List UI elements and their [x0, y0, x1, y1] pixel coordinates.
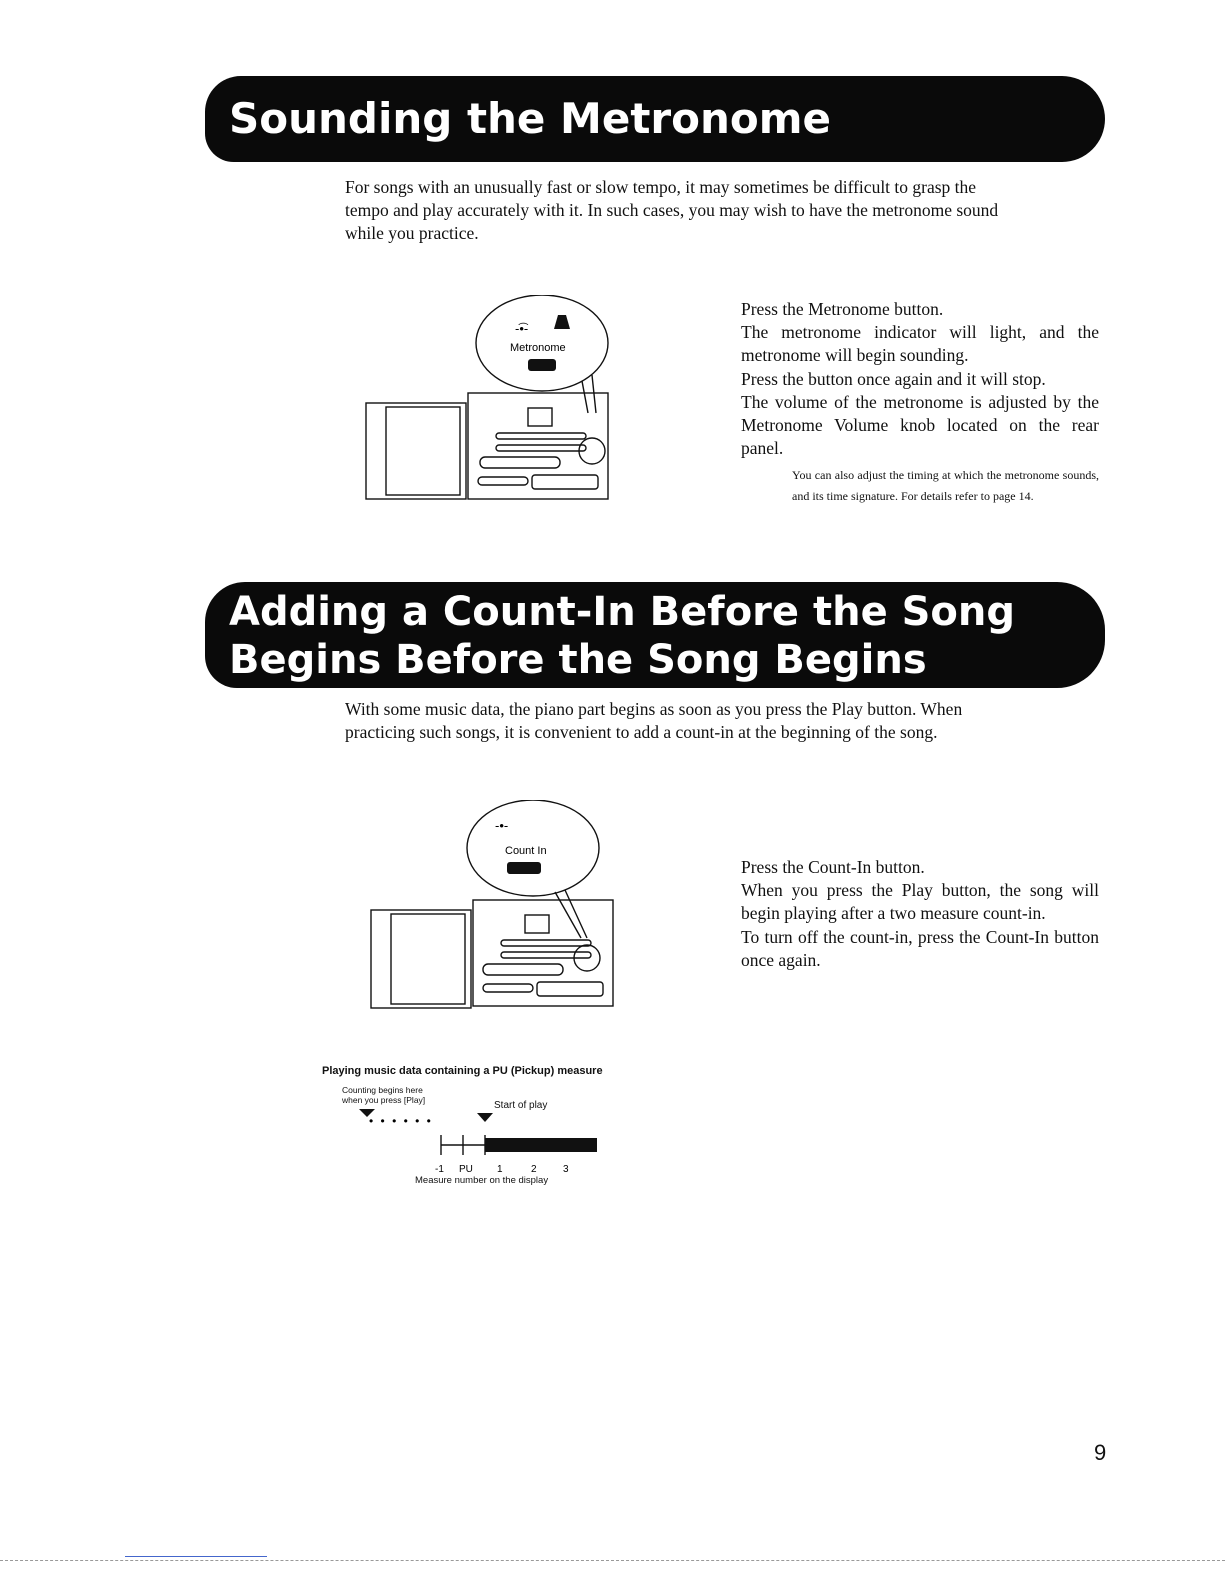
- footer-divider: [0, 1560, 1225, 1561]
- measure-label: 3: [563, 1164, 569, 1175]
- footer-link-underline[interactable]: [125, 1556, 267, 1557]
- measure-number-caption: Measure number on the display: [415, 1175, 549, 1186]
- instruction-line: Press the Metronome button.: [741, 299, 944, 319]
- measure-label: PU: [459, 1164, 473, 1175]
- count-in-panel-illustration: [365, 800, 635, 1020]
- svg-text:-͡•-: -͡•-: [515, 321, 529, 336]
- measure-label: 2: [531, 1164, 537, 1175]
- instruction-line: Press the button once again and it will stop.: [741, 368, 1046, 389]
- metronome-panel-illustration: [360, 295, 630, 515]
- instruction-line: Press the Count-In button.: [741, 857, 925, 877]
- metronome-label: Metronome: [510, 342, 566, 354]
- heading-line-1: Adding a Count-In Before the Song: [229, 589, 1016, 635]
- pickup-timeline: [355, 1105, 615, 1177]
- instruction-line: The metronome indicator will light, and the metronome will begin sounding.: [741, 322, 1099, 366]
- count-in-label: Count In: [505, 845, 547, 857]
- heading-line-2: Begins Before the Song Begins: [229, 637, 927, 683]
- measure-label: 1: [497, 1164, 503, 1175]
- start-of-play-label: Start of play: [494, 1100, 548, 1111]
- count-in-button[interactable]: [507, 862, 541, 874]
- svg-text:-•-: -•-: [495, 818, 509, 833]
- count-in-instructions: [741, 856, 1099, 972]
- page-number: 9: [1094, 1440, 1107, 1465]
- played-measures-bar: [485, 1138, 597, 1152]
- metronome-note: You can also adjust the timing at which the metronome sounds, and its time signature. For details refer to page 14.: [792, 468, 1099, 503]
- count-in-intro: With some music data, the piano part begins as soon as you press the Play button. When practicing such songs, it is convenient to add a count-in at the beginning of the song.: [345, 699, 963, 742]
- pickup-diagram-title: Playing music data containing a PU (Pickup) measure: [322, 1065, 603, 1077]
- svg-text:• • • • • •: • • • • • •: [369, 1114, 433, 1128]
- instruction-line: The volume of the metronome is adjusted by the Metronome Volume knob located on the rear panel.: [741, 391, 1099, 459]
- start-of-play-arrow: [477, 1113, 493, 1122]
- instruction-line: When you press the Play button, the song will begin playing after a two measure count-in.: [741, 880, 1099, 924]
- heading-text: Sounding the Metronome: [229, 94, 831, 143]
- counting-note: Counting begins here when you press [Play]: [342, 1085, 426, 1105]
- metronome-instructions: [741, 298, 1099, 460]
- metronome-button[interactable]: [528, 359, 556, 371]
- measure-label: -1: [435, 1164, 444, 1175]
- metronome-intro: For songs with an unusually fast or slow tempo, it may sometimes be difficult to grasp the tempo and play accurately with it. In such cases, you may wish to have the metronome sound while you practice.: [345, 177, 999, 243]
- section-heading-count-in: [205, 582, 1105, 688]
- instruction-line: To turn off the count-in, press the Count-In button once again.: [741, 926, 1099, 970]
- section-heading-metronome: [205, 76, 1105, 162]
